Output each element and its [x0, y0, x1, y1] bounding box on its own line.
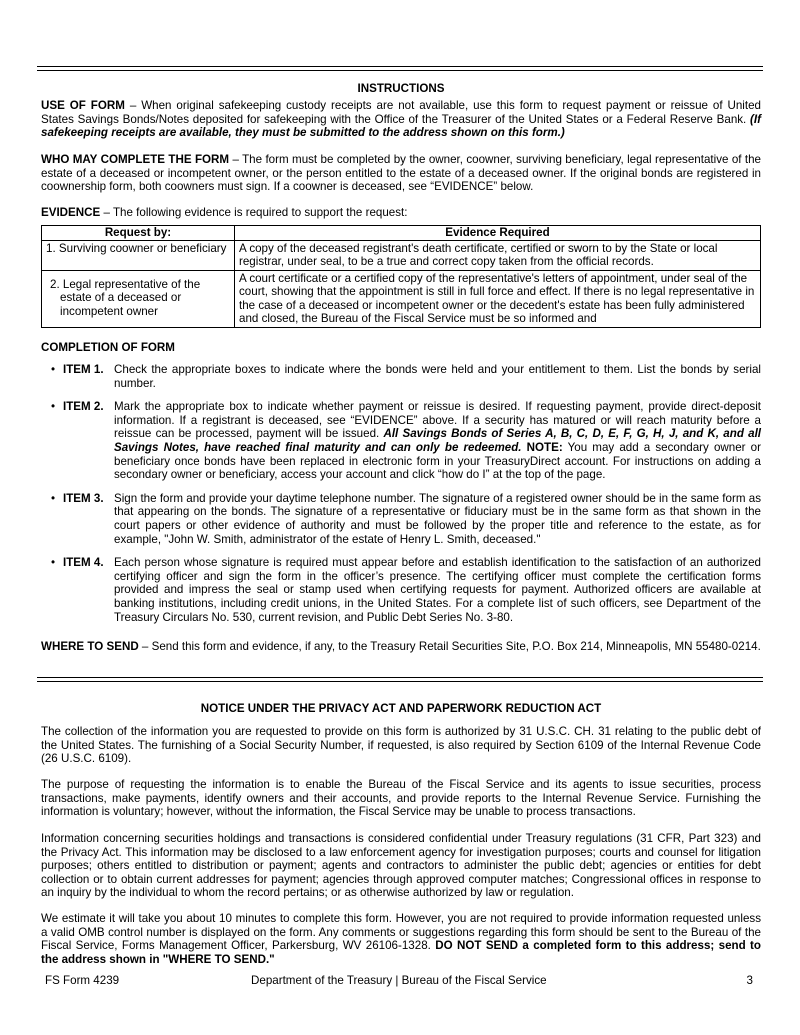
bullet-icon: •: [51, 400, 56, 414]
use-of-form-label: USE OF FORM: [41, 99, 125, 112]
item-label: ITEM 1.: [63, 363, 104, 376]
privacy-paragraph-3: Information concerning securities holdings and transactions is considered confidential under Treasury regulations (31 CFR, Part 323) and the Privacy Act. This information may be disclosed to a law enforcement agency for investigation purposes; courts and counsel for litigation purposes; others entitled to distribution or payment; agents and contractors to administer the public debt; agencies or entities for debt collection or to obtain current addresses for payment; agencies through approved computer matches; Congressional offices in response to an inquiry by the individual to whom the record pertains; or as otherwise authorized by law or regulation.: [41, 832, 761, 900]
bullet-icon: •: [51, 556, 56, 570]
list-item: • ITEM 1. Check the appropriate boxes to indicate where the bonds were held and your entitlement to them. List the bonds by serial number.: [51, 363, 761, 390]
form-number: FS Form 4239: [45, 974, 120, 987]
item-label: ITEM 3.: [63, 491, 104, 505]
evidence-paragraph: EVIDENCE – The following evidence is required to support the request:: [41, 206, 408, 219]
privacy-paragraph-2: The purpose of requesting the information is to enable the Bureau of the Fiscal Service and its agents to issue securities, process transactions, make payments, identify owners and their accounts, and provide reports to the Internal Revenue Service. Furnishing the information is voluntary; however, without the information, the Fiscal Service may be unable to process transactions.: [41, 778, 761, 819]
bullet-icon: •: [51, 363, 56, 376]
evidence-table-header: [42, 226, 761, 241]
item-label: ITEM 4.: [63, 556, 104, 570]
page-number: 3: [746, 974, 753, 987]
who-label: WHO MAY COMPLETE THE FORM: [41, 153, 230, 166]
completion-items-list: [41, 363, 761, 624]
where-to-send-paragraph: WHERE TO SEND – Send this form and evidence, if any, to the Treasury Retail Securities Site, P.O. Box 214, Minneapolis, MN 55480-0214.: [41, 640, 761, 653]
privacy-paragraph-4: We estimate it will take you about 10 minutes to complete this form. However, you are not required to provide information requested unless a valid OMB control number is displayed on the form. Any comments or suggestions regarding this form should be sent to the Bureau of the Fiscal Service, Forms Management Officer, Parkersburg, WV 26106-1328. DO NOT SEND a completed form to this address; send to the address shown in "WHERE TO SEND.": [41, 912, 761, 966]
instructions-title: INSTRUCTIONS: [357, 82, 445, 95]
table-row: [42, 240, 761, 270]
header-evidence-required: Evidence Required: [235, 226, 761, 241]
evidence-cell: A copy of the deceased registrant's death certificate, certified or sworn to by the State or local registrar, under seal, to be a true and correct copy taken from the official records.: [235, 240, 761, 270]
item-label: ITEM 2.: [63, 400, 104, 414]
evidence-label: EVIDENCE: [41, 206, 101, 219]
request-cell: 1. Surviving coowner or beneficiary: [42, 240, 235, 270]
who-may-complete-paragraph: WHO MAY COMPLETE THE FORM – The form must be completed by the owner, coowner, surviving beneficiary, legal representative of the estate of a deceased or incompetent owner, or the person entitled to the estate of a deceased owner. If the original bonds are registered in coownership form, both coowners must sign. If a coowner is deceased, see “EVIDENCE” below.: [41, 153, 761, 194]
middle-double-rule: [37, 677, 763, 682]
top-double-rule: [37, 66, 763, 71]
request-cell: 2. Legal representative of the estate of a deceased or incompetent owner: [42, 270, 235, 327]
do-not-send-warning: DO NOT SEND a completed form to this address; send to the address shown in "WHERE TO SEND.": [41, 939, 761, 966]
list-item: • ITEM 4. Each person whose signature is required must appear before and establish identification to the satisfaction of an authorized certifying officer and sign the form in the officer’s presence. The certifying officer must complete the certification forms provided and impress the seal or stamp used when certifying requests for payment. Authorized officers are available at banking institutions, including credit unions, in the United States. For a complete list of such officers, see Department of the Treasury Circulars No. 530, current revision, and Public Debt Series No. 3-80.: [51, 556, 761, 624]
privacy-paragraph-1: The collection of the information you are requested to provide on this form is authorized by 31 U.S.C. CH. 31 relating to the public debt of the United States. The furnishing of a Social Security Number, if requested, is also required by Section 6109 of the Internal Revenue Code (26 U.S.C. 6109).: [41, 725, 761, 766]
table-row: [42, 270, 761, 327]
header-request-by: Request by:: [42, 226, 235, 241]
bullet-icon: •: [51, 491, 56, 505]
use-of-form-paragraph: USE OF FORM – When original safekeeping custody receipts are not available, use this form to request payment or reissue of United States Savings Bonds/Notes deposited for safekeeping with the Office of the Treasurer of the United States or a Federal Reserve Bank. (If safekeeping receipts are available, they must be submitted to the address shown on this form.): [41, 99, 761, 140]
list-item: • ITEM 3. Sign the form and provide your daytime telephone number. The signature of a registered owner should be in the same form as that appearing on the bonds. The signature of a representative or fiduciary must be in the same form as that shown in the court papers or other evidence of authority and must be followed by the proper title and reference to the estate, as for example, "John W. Smith, administrator of the estate of Henry L. Smith, deceased.": [51, 491, 761, 546]
evidence-cell: A court certificate or a certified copy of the representative's letters of appointment, under seal of the court, showing that the appointment is still in full force and effect. If there is no legal representative in the case of a deceased or incompetent owner or the decedent's estate has been fully administered and closed, the Bureau of the Fiscal Service must be so informed and: [235, 270, 761, 327]
where-label: WHERE TO SEND: [41, 640, 139, 653]
use-of-form-emphasis: (If safekeeping receipts are available, they must be submitted to the address shown on this form.): [41, 112, 761, 140]
privacy-title: NOTICE UNDER THE PRIVACY ACT AND PAPERWORK REDUCTION ACT: [200, 702, 602, 715]
list-item: • ITEM 2. Mark the appropriate box to indicate whether payment or reissue is desired. If requesting payment, provide direct-deposit information. If a registrant is deceased, see “EVIDENCE” above. If a security has matured or will reach maturity before a reissue can be processed, payment will be issued. All Savings Bonds of Series A, B, C, D, E, F, G, H, J, and K, and all Savings Notes, have reached final maturity and can only be redeemed. NOTE: You may add a secondary owner or beneficiary once bonds have been replaced in electronic form in your TreasuryDirect account. For instructions on adding a secondary owner or beneficiary, access your account and click “how do I” at the top of the page.: [51, 400, 762, 482]
evidence-table: [41, 225, 761, 328]
completion-title: COMPLETION OF FORM: [41, 341, 175, 354]
footer-agency: Department of the Treasury | Bureau of the Fiscal Service: [251, 974, 547, 987]
